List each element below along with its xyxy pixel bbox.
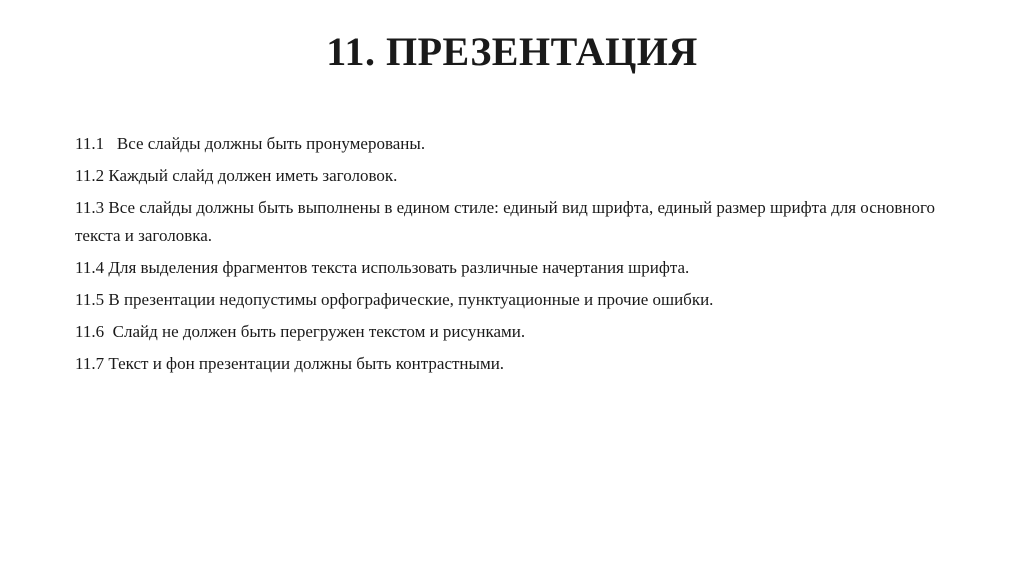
list-item-11-4: 11.4 Для выделения фрагментов текста использовать различные начертания шрифта. [75, 258, 690, 277]
list-item-11-6: 11.6 Слайд не должен быть перегружен текстом и рисунками. [75, 322, 526, 341]
list-item-11-1: 11.1 Все слайды должны быть пронумерованы. [75, 134, 426, 153]
list-item-11-5: 11.5 В презентации недопустимы орфографические, пунктуационные и прочие ошибки. [75, 290, 714, 309]
slide-title: 11. ПРЕЗЕНТАЦИЯ [326, 29, 698, 74]
list-item-11-3: 11.3 Все слайды должны быть выполнены в едином стиле: единый вид шрифта, единый размер шрифта для основного текста и заголовка. [75, 198, 940, 245]
list-item-11-7: 11.7 Текст и фон презентации должны быть контрастными. [75, 354, 505, 373]
list-item-11-2: 11.2 Каждый слайд должен иметь заголовок. [75, 166, 398, 185]
requirements-list [75, 130, 975, 382]
